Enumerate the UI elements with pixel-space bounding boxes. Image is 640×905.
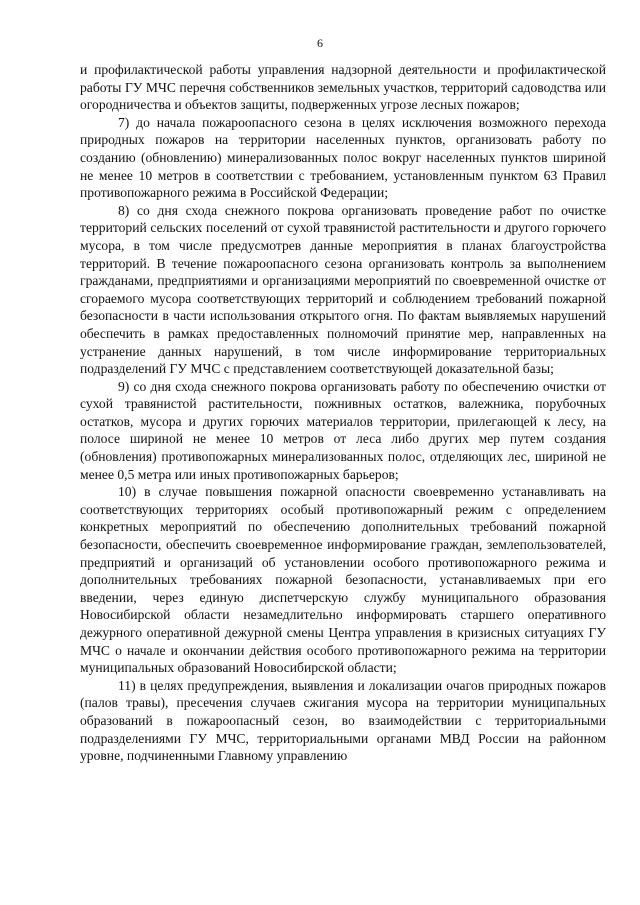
paragraph-continuation: и профилактической работы управления надзорной деятельности и профилактической работы ГУ МЧС перечня собственников земельных участков, территорий садоводства или огородничества и объектов защиты, подверженных угрозе лесных пожаров; [80,62,606,113]
paragraph-item-8: 8) со дня схода снежного покрова организовать проведение работ по очистке территорий сельских поселений от сухой травянистой растительности и другого горючего мусора, в том числе предусмотрев данные мероприятия в планах благоустройства территорий. В течение пожароопасного сезона организовать контроль за выполнением гражданами, предприятиями и организациями мероприятий по своевременной очистке от сгораемого мусора соответствующих территорий и соблюдением требований пожарной безопасности в части использования открытого огня. По фактам выявляемых нарушений обеспечить в рамках предоставленных полномочий принятие мер, направленных на устранение данных нарушений, в том числе информирование территориальных подразделений ГУ МЧС с представлением соответствующей доказательной базы; [80,202,606,377]
paragraph-item-11: 11) в целях предупреждения, выявления и локализации очагов природных пожаров (палов травы), пресечения случаев сжигания мусора на территории муниципальных образований в пожароопасный сезон, во взаимодействии с территориальными подразделениями ГУ МЧС, территориальными органами МВД России на районном уровне, подчиненными Главному управлению [80,677,606,764]
paragraph-item-10: 10) в случае повышения пожарной опасности своевременно устанавливать на соответствующих территориях особый противопожарный режим с определением конкретных мероприятий по обеспечению дополнительных требований пожарной безопасности, обеспечить своевременное информирование граждан, землепользователей, предприятий и организаций об установлении особого противопожарного режима и дополнительных требованиях пожарной безопасности, устанавливаемых при его введении, через единую диспетчерскую службу муниципального образования Новосибирской области незамедлительно информировать старшего оперативного дежурного оперативной дежурной смены Центра управления в кризисных ситуациях ГУ МЧС о начале и окончании действия особого противопожарного режима на территории муниципальных образований Новосибирской области; [80,484,606,676]
paragraph-item-9: 9) со дня схода снежного покрова организовать работу по обеспечению очистки от сухой травянистой растительности, пожнивных остатков, валежника, порубочных остатков, мусора и других горючих материалов территории, прилегающей к лесу, на полосе шириной не менее 10 метров от леса либо других мер путем создания (обновления) противопожарных минерализованных полос, отделяющих лес, шириной не менее 0,5 метра или иных противопожарных барьеров; [80,378,606,482]
page-number: 6 [317,36,323,50]
paragraph-item-7: 7) до начала пожароопасного сезона в целях исключения возможного перехода природных пожаров на территории населенных пунктов, организовать работу по созданию (обновлению) минерализованных полос вокруг населенных пунктов шириной не менее 10 метров в соответствии с требованием, установленным пунктом 63 Правил противопожарного режима в Российской Федерации; [80,114,606,201]
document-body [80,61,606,765]
